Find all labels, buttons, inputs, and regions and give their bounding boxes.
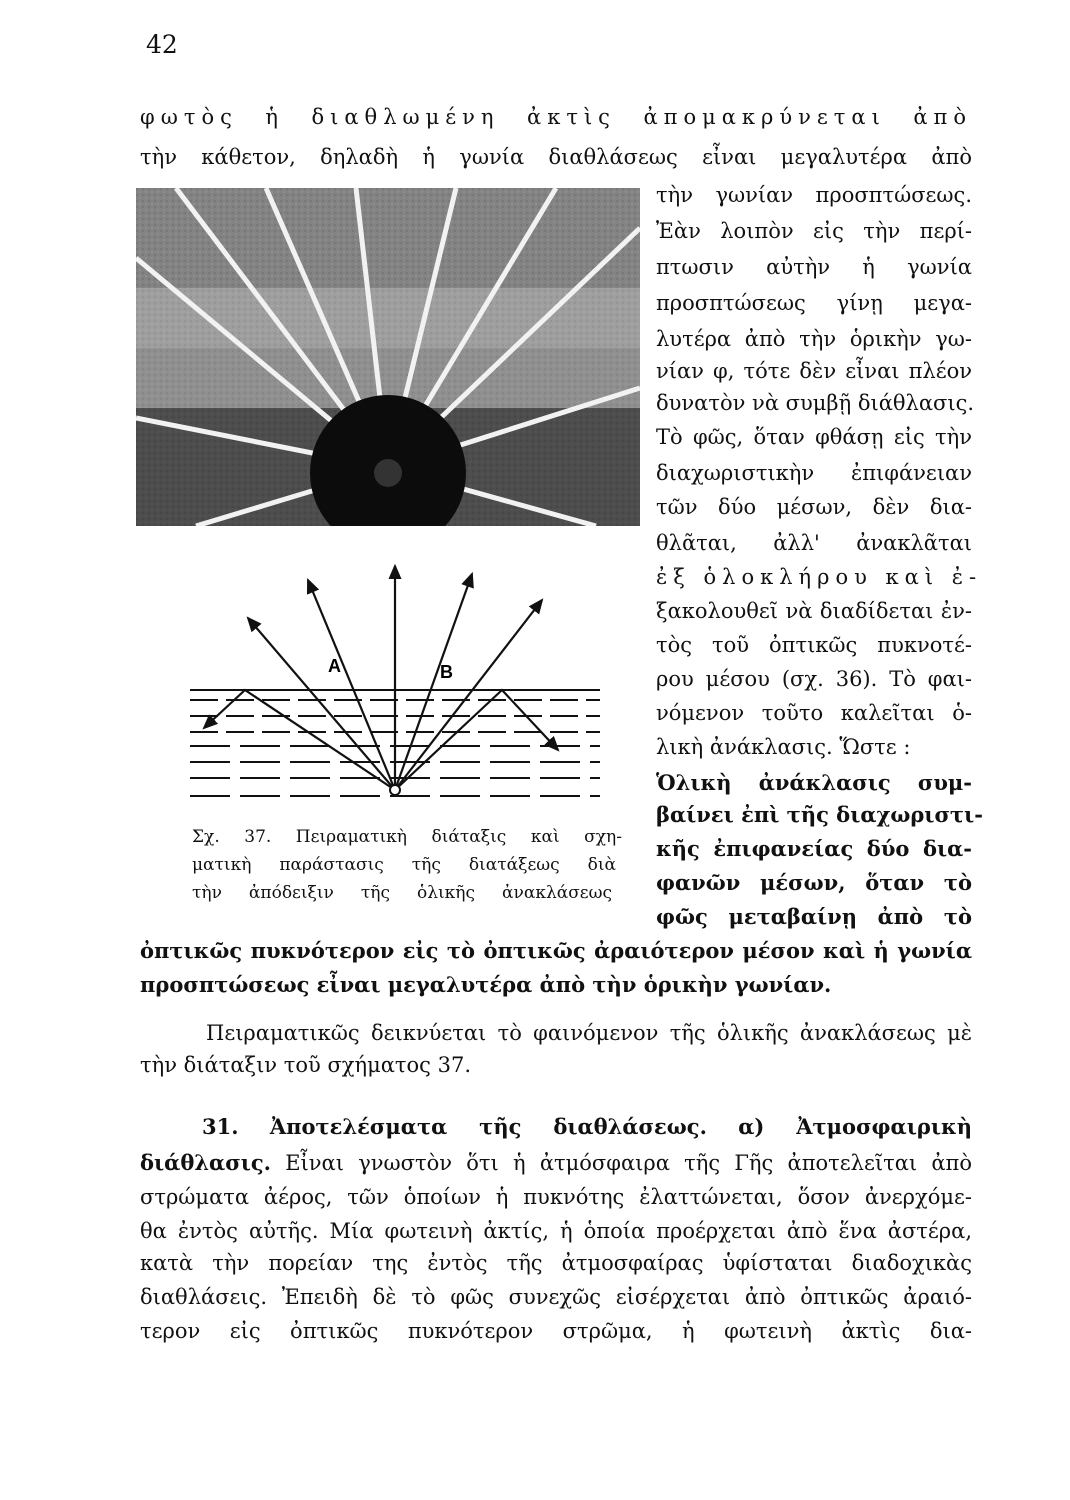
text-line: ἐξ ὁλοκλήρου καὶ ἐ- [656, 565, 983, 589]
text-line: τερον εἰς ὀπτικῶς πυκνότερον στρῶμα, ἡ φωτεινὴ ἀκτὶς δια- [140, 1319, 972, 1343]
text-line: τῶν δύο μέσων, δὲν δια- [656, 495, 972, 519]
text-line: λυτέρα ἀπὸ τὴν ὁρικὴν γω- [656, 327, 972, 351]
total-reflection-diagram [190, 560, 610, 810]
text-line: τὴν γωνίαν προσπτώσεως. [656, 183, 972, 207]
text-line [140, 1148, 972, 1178]
text-line: νίαν φ, τότε δὲν εἶναι πλέον [656, 359, 972, 383]
rule-text-line: κῆς ἐπιφανείας δύο δια- [656, 836, 972, 861]
text-line: τὸς τοῦ ὀπτικῶς πυκνοτέ- [656, 633, 972, 657]
subsection-title-end: διάθλασις. [140, 1150, 271, 1175]
figure-caption: τὴν ἀπόδειξιν τῆς ὁλικῆς ἀνακλάσεως [192, 883, 612, 903]
experiment-photo [136, 188, 640, 526]
figure-caption: ματικὴ παράστασις τῆς διατάξεως διὰ [192, 855, 616, 875]
label-b: B [440, 662, 453, 682]
rule-text-line: Ὁλικὴ ἀνάκλασις συμ- [656, 770, 972, 795]
text-line: πτωσιν αὐτὴν ἡ γωνία [656, 255, 972, 279]
figure-caption: Σχ. 37. Πειραματικὴ διάταξις καὶ σχη- [192, 827, 622, 847]
text-line: νόμενον τοῦτο καλεῖται ὁ- [656, 701, 972, 725]
text-line: τὴν κάθετον, δηλαδὴ ἡ γωνία διαθλάσεως εἶναι μεγαλυτέρα ἀπὸ [140, 145, 972, 169]
text-line: κατὰ τὴν πορείαν της ἐντὸς τῆς ἀτμοσφαίρας ὑφίσταται διαδοχικὰς [140, 1251, 972, 1275]
section-number: 31. [202, 1114, 239, 1139]
section-title: Ἀποτελέσματα τῆς διαθλάσεως. [269, 1114, 707, 1139]
text-line: θα ἐντὸς αὐτῆς. Μία φωτεινὴ ἀκτίς, ἡ ὁποία προέρχεται ἀπὸ ἕνα ἀστέρα, [140, 1219, 972, 1243]
text-line: Ἐὰν λοιπὸν εἰς τὴν περί- [656, 219, 972, 243]
text-line: ξακολουθεῖ νὰ διαδίδεται ἐν- [656, 599, 972, 623]
text-line: προσπτώσεως γίνῃ μεγα- [656, 291, 972, 315]
text-line: δυνατὸν νὰ συμβῇ διάθλασις. [656, 391, 975, 415]
text-line: στρώματα ἀέρος, τῶν ὁποίων ἡ πυκνότης ἐλαττώνεται, ὅσον ἀνερχόμε- [140, 1185, 972, 1209]
text-line: τὴν διάταξιν τοῦ σχήματος 37. [140, 1053, 472, 1077]
section-text: Εἶναι γνωστὸν ὅτι ἡ ἀτμόσφαιρα τῆς Γῆς ἀποτελεῖται ἀπὸ [285, 1151, 972, 1175]
text-line: διαθλάσεις. Ἐπειδὴ δὲ τὸ φῶς συνεχῶς εἰσέρχεται ἀπὸ ὀπτικῶς ἀραιό- [140, 1285, 972, 1309]
text-line: διαχωριστικὴν ἐπιφάνειαν [656, 461, 972, 485]
rule-text-line: φῶς μεταβαίνῃ ἀπὸ τὸ [656, 904, 972, 929]
rule-text-line: βαίνει ἐπὶ τῆς διαχωριστι- [656, 802, 983, 827]
section-heading [202, 1112, 972, 1142]
rule-text-line: ὀπτικῶς πυκνότερον εἰς τὸ ὀπτικῶς ἀραιότερον μέσον καὶ ἡ γωνία [140, 938, 972, 963]
text-line: Πειραματικῶς δεικνύεται τὸ φαινόμενον τῆς ὁλικῆς ἀνακλάσεως μὲ [206, 1021, 972, 1045]
subsection-label: α) Ἀτμοσφαιρικὴ [738, 1114, 973, 1139]
label-a: A [328, 656, 341, 676]
text-line: θλᾶται, ἀλλ' ἀνακλᾶται [656, 531, 972, 555]
text-line: Τὸ φῶς, ὅταν φθάσῃ εἰς τὴν [656, 425, 972, 449]
page-number: 42 [146, 30, 178, 59]
rule-text-line: φανῶν μέσων, ὅταν τὸ [656, 870, 972, 895]
text-line: λικὴ ἀνάκλασις. Ὥστε : [656, 735, 911, 759]
rule-text-line: προσπτώσεως εἶναι μεγαλυτέρα ἀπὸ τὴν ὁρικὴν γωνίαν. [140, 972, 832, 997]
text-line: ρου μέσου (σχ. 36). Τὸ φαι- [656, 667, 972, 691]
text-line: φωτὸς ἡ διαθλωμένη ἀκτὶς ἀπομακρύνεται ἀπὸ [140, 105, 972, 129]
